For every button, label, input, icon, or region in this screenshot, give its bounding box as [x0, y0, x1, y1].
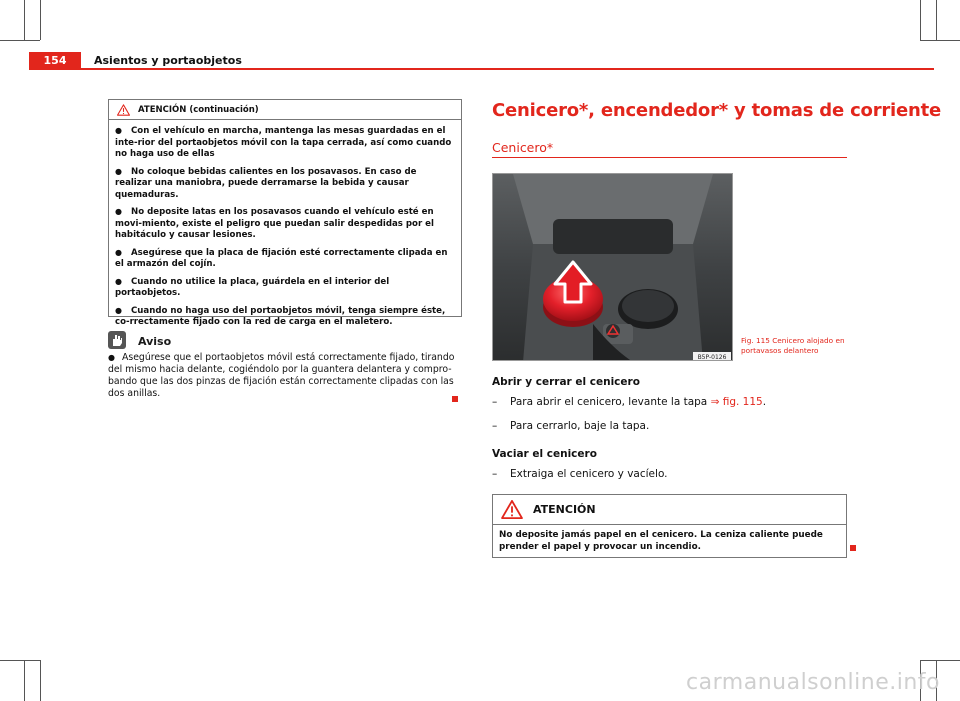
subheading-rule: [492, 157, 847, 158]
warning-item: ● No deposite latas en los posavasos cuando el vehículo esté en movi-miento, existe el peligro que puedan salir despedidas por el habitáculo y causar lesiones.: [115, 207, 434, 240]
header-rule: [29, 68, 934, 70]
warning-triangle-icon: [501, 500, 523, 519]
ashtray-photo: [493, 174, 733, 361]
page-heading: Cenicero*, encendedor* y tomas de corriente: [492, 100, 942, 121]
note-text: ● Asegúrese que el portaobjetos móvil está correctamente fijado, tirando del mismo hacia delante, cogiéndolo por la guantera delantera y compro-bando que las dos pinzas de fijación están correctamente clipadas con las dos anillas.: [108, 352, 455, 399]
attention-text: No deposite jamás papel en el cenicero. La ceniza caliente puede prender el papel y provocar un incendio.: [499, 530, 823, 552]
warning-item: ● Cuando no haga uso del portaobjetos móvil, tenga siempre éste, co-rrectamente fijado con la red de carga en el maletero.: [115, 305, 446, 327]
warning-item: ● Asegúrese que la placa de fijación esté correctamente clipada en el armazón del cojín.: [115, 247, 448, 269]
watermark: carmanualsonline.info: [686, 670, 940, 695]
page-number: 154: [29, 52, 81, 69]
section-open-close-title: Abrir y cerrar el cenicero: [492, 376, 640, 388]
attention-header: [493, 495, 846, 525]
end-of-section-mark: [850, 545, 856, 551]
crop-mark: [920, 660, 960, 661]
crop-mark: [0, 660, 40, 661]
ashtray-figure: [492, 173, 733, 361]
attention-box: [492, 494, 847, 558]
figure-reference-link[interactable]: ⇒ fig. 115: [710, 396, 763, 408]
warning-box-title: ATENCIÓN (continuación): [138, 104, 259, 115]
bullet: ●: [115, 305, 122, 315]
step-empty: – Extraiga el cenicero y vacíelo.: [492, 468, 668, 480]
warning-list: [109, 120, 461, 329]
note-header: [108, 331, 171, 349]
bullet: ●: [108, 353, 115, 362]
warning-box-header: [109, 100, 461, 120]
figure-caption: Fig. 115 Cenicero alojado en portavasos delantero: [741, 336, 845, 355]
section-empty-title: Vaciar el cenicero: [492, 448, 597, 460]
bullet: ●: [115, 247, 122, 257]
attention-title: ATENCIÓN: [533, 503, 596, 516]
bullet: ●: [115, 126, 122, 135]
crop-mark: [40, 660, 41, 701]
step-close: – Para cerrarlo, baje la tapa.: [492, 420, 650, 432]
bullet: ●: [115, 276, 122, 286]
warning-item: ● Cuando no utilice la placa, guárdela en el interior del portaobjetos.: [115, 276, 390, 298]
crop-mark: [920, 40, 960, 41]
subheading: Cenicero*: [492, 140, 554, 155]
warning-triangle-icon: [117, 104, 130, 116]
crop-mark: [936, 0, 937, 40]
step-open: – Para abrir el cenicero, levante la tapa ⇒ fig. 115.: [492, 396, 767, 408]
bullet: ●: [115, 166, 122, 176]
bullet: ●: [115, 207, 122, 216]
warning-box: [108, 99, 462, 327]
note-hand-icon: [108, 331, 126, 349]
warning-item: ● No coloque bebidas calientes en los posavasos. En caso de realizar una maniobra, puede derramarse la bebida y causar quemaduras.: [115, 166, 417, 200]
note-title: Aviso: [138, 335, 172, 348]
end-of-section-mark: [452, 396, 458, 402]
crop-mark: [24, 660, 25, 701]
crop-mark: [40, 0, 41, 40]
figure-code: B5P-0126: [697, 354, 727, 361]
warning-item: ● Con el vehículo en marcha, mantenga las mesas guardadas en el inte-rior del portaobjetos móvil con la tapa cerrada, así como cuando no haga uso de ellas: [115, 126, 452, 159]
crop-mark: [0, 40, 40, 41]
crop-mark: [24, 0, 25, 40]
section-title: Asientos y portaobjetos: [94, 54, 242, 67]
crop-mark: [920, 0, 921, 40]
